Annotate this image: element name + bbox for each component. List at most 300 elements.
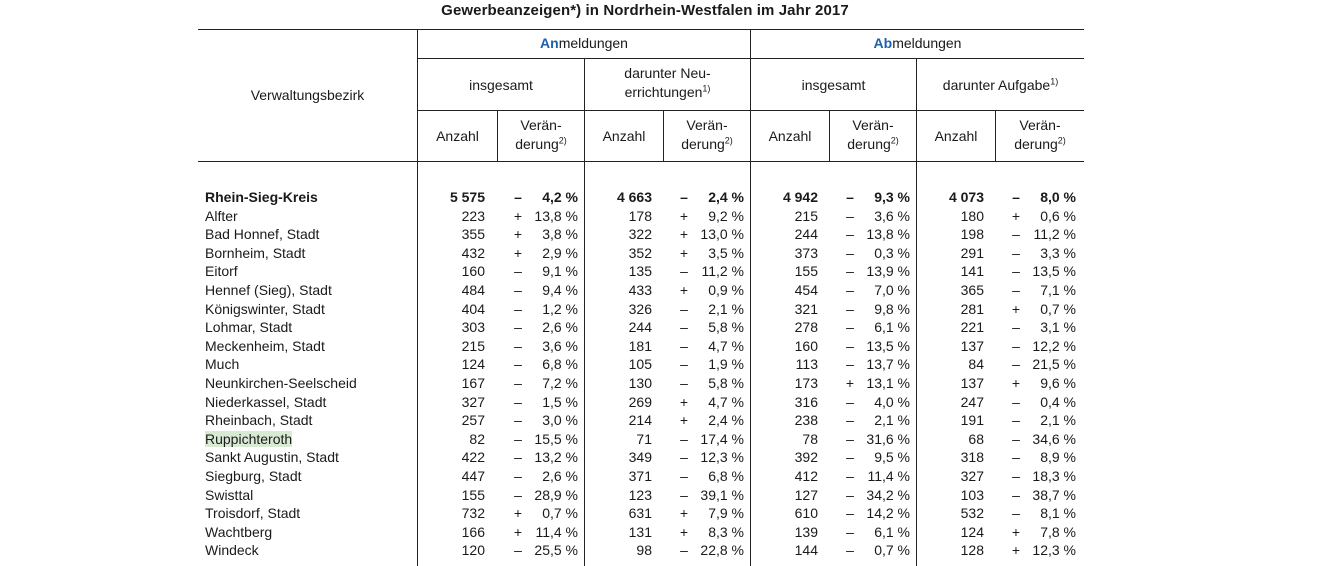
ab-sign-cell: – <box>846 468 854 484</box>
aufgabe-sign-cell: + <box>1011 207 1021 224</box>
district-name: Neunkirchen-Seelscheid <box>205 375 357 391</box>
neu-anzahl-cell: 71 <box>636 430 652 447</box>
ab-anzahl-cell: 144 <box>794 542 818 559</box>
aufgabe-veraenderung-cell: 7,1 % <box>1040 282 1076 298</box>
an-sign-cell: – <box>514 319 522 336</box>
aufgabe-anzahl-cell: 532 <box>960 505 984 522</box>
neu-anzahl-cell: 98 <box>636 542 652 559</box>
ab-sign-cell: – <box>846 244 854 261</box>
an-anzahl-cell: 327 <box>461 393 485 410</box>
aufgabe-veraenderung-cell: 2,1 % <box>1040 412 1076 429</box>
ab-anzahl-cell: 139 <box>794 523 818 540</box>
neu-veraenderung-cell: 13,0 % <box>700 226 744 243</box>
aufgabe-anzahl-cell: 221 <box>960 319 984 336</box>
neu-sign-cell: – <box>680 542 688 559</box>
an-veraenderung-cell: 1,5 % <box>542 393 578 410</box>
neu-anzahl-cell: 322 <box>628 226 652 243</box>
an-sign-cell: – <box>514 486 522 503</box>
header-bottom-rule <box>198 161 1084 162</box>
an-anzahl-cell: 422 <box>461 449 485 466</box>
ab-veraenderung-cell: 13,7 % <box>866 356 910 373</box>
neu-sign-cell: – <box>680 468 688 484</box>
aufgabe-sign-cell: – <box>1012 244 1020 261</box>
neu-anzahl-cell: 326 <box>628 300 652 317</box>
aufgabe-anzahl-cell: 191 <box>960 412 984 429</box>
ab-anzahl-cell: 113 <box>795 356 818 373</box>
an-sign-cell: + <box>513 505 523 522</box>
neu-veraenderung-cell: 12,3 % <box>700 449 744 466</box>
ab-anzahl-cell: 155 <box>794 263 818 280</box>
aufgabe-anzahl-cell: 68 <box>968 430 984 447</box>
ab-anzahl-cell: 160 <box>794 337 818 354</box>
ab-anzahl-cell: 373 <box>794 244 818 261</box>
an-veraenderung-cell: 2,9 % <box>542 244 578 261</box>
ab-veraenderung-cell: 9,8 % <box>874 300 910 317</box>
table-row <box>0 282 1320 300</box>
aufgabe-veraenderung-cell: 8,9 % <box>1040 449 1076 466</box>
table-row <box>0 338 1320 356</box>
ab-sign-cell: – <box>846 226 854 243</box>
ab-anzahl-cell: 4 942 <box>782 189 818 205</box>
neu-veraenderung-cell: 1,9 % <box>708 356 744 373</box>
table-row <box>0 319 1320 337</box>
table-row <box>0 263 1320 281</box>
district-name: Bornheim, Stadt <box>205 244 306 261</box>
ab-veraenderung-cell: 9,3 % <box>874 189 910 205</box>
an-insgesamt-header: insgesamt <box>469 77 533 93</box>
neu-sign-cell: + <box>679 244 689 261</box>
aufgabe-anzahl-cell: 281 <box>960 300 984 317</box>
ab-veraenderung-cell: 2,1 % <box>874 412 910 429</box>
an-veraenderung-cell: 9,4 % <box>542 282 578 298</box>
aufgabe-anzahl-cell: 128 <box>960 542 984 559</box>
anmeldungen-rest: meldungen <box>558 35 628 51</box>
neu-veraenderung-cell: 0,9 % <box>708 282 744 298</box>
an-sign-cell: – <box>514 468 522 484</box>
aufgabe-veraenderung-cell: 12,2 % <box>1032 337 1076 354</box>
aufgabe-anzahl-cell: 4 073 <box>948 189 984 205</box>
ab-anzahl-cell: 316 <box>794 393 818 410</box>
an-veraenderung-cell: 11,4 % <box>535 523 578 540</box>
table-row <box>0 487 1320 505</box>
an-veraenderung-cell: 4,2 % <box>542 189 578 205</box>
aufgabe-veraenderung-cell: 8,1 % <box>1040 505 1076 522</box>
neu-sign-cell: – <box>680 337 688 354</box>
district-header: Verwaltungsbezirk <box>250 87 365 103</box>
ab-veraenderung-cell: 0,3 % <box>874 244 910 261</box>
district-name: Rheinbach, Stadt <box>205 412 313 429</box>
neu-veraenderung-cell: 5,8 % <box>708 375 744 391</box>
an-anzahl-cell: 732 <box>461 505 485 522</box>
an-anzahl-cell: 160 <box>461 263 485 280</box>
an-anzahl-cell: 215 <box>461 337 485 354</box>
district-name: Ruppichteroth <box>205 430 293 447</box>
neu-sign-cell: + <box>679 226 689 243</box>
an-veraenderung-cell: 3,6 % <box>542 337 578 354</box>
an-anzahl-cell: 404 <box>461 300 485 317</box>
ab-veraenderung-cell: 3,6 % <box>874 207 910 224</box>
aufgabe-sign-cell: – <box>1012 393 1020 410</box>
neu-sign-cell: + <box>679 282 689 298</box>
neu-veraenderung-cell: 17,4 % <box>700 430 744 447</box>
neu-veraenderung-cell: 7,9 % <box>708 505 744 522</box>
ab-anzahl-cell: 127 <box>794 486 818 503</box>
neu-veraenderung-header: Verän- derung$^{2)}$ <box>681 117 733 152</box>
ab-sign-cell: – <box>846 542 854 559</box>
abmeldungen-rest: meldungen <box>892 35 962 51</box>
group-header-rule <box>418 58 1084 59</box>
aufgabe-veraenderung-cell: 8,0 % <box>1040 189 1076 205</box>
district-name: Hennef (Sieg), Stadt <box>205 282 332 298</box>
neu-anzahl-cell: 130 <box>628 375 652 391</box>
neu-veraenderung-cell: 2,1 % <box>708 300 744 317</box>
an-anzahl-cell: 167 <box>461 375 485 391</box>
aufgabe-veraenderung-cell: 0,4 % <box>1040 393 1076 410</box>
ab-sign-cell: – <box>846 207 854 224</box>
ab-sign-cell: – <box>846 393 854 410</box>
table-row <box>0 468 1320 486</box>
an-veraenderung-cell: 3,0 % <box>542 412 578 429</box>
aufgabe-sign-cell: – <box>1012 412 1020 429</box>
aufgabe-sign-cell: – <box>1012 319 1020 336</box>
aufgabe-anzahl-cell: 365 <box>960 282 984 298</box>
an-sign-cell: – <box>514 337 522 354</box>
neu-veraenderung-cell: 11,2 % <box>701 263 744 280</box>
an-sign-cell: – <box>514 393 522 410</box>
ab-anzahl-cell: 412 <box>794 468 818 484</box>
aufgabe-sign-cell: – <box>1012 226 1020 243</box>
neu-sign-cell: – <box>680 375 688 391</box>
neu-sign-cell: – <box>680 300 688 317</box>
table-row <box>0 226 1320 244</box>
ab-sign-cell: – <box>846 337 854 354</box>
neu-anzahl-cell: 105 <box>628 356 652 373</box>
neu-anzahl-cell: 371 <box>628 468 652 484</box>
ab-veraenderung-cell: 34,2 % <box>866 486 910 503</box>
an-anzahl-cell: 155 <box>461 486 485 503</box>
ab-anzahl-cell: 78 <box>802 430 818 447</box>
neu-veraenderung-cell: 22,8 % <box>700 542 744 559</box>
ab-sign-cell: – <box>846 486 854 503</box>
aufgabe-anzahl-cell: 84 <box>968 356 984 373</box>
an-sign-cell: – <box>514 542 522 559</box>
neu-anzahl-cell: 214 <box>628 412 652 429</box>
aufgabe-sign-cell: – <box>1012 505 1020 522</box>
an-anzahl-cell: 257 <box>461 412 485 429</box>
an-anzahl-cell: 484 <box>461 282 485 298</box>
ab-veraenderung-header: Verän- derung$^{2)}$ <box>847 117 899 152</box>
aufgabe-sign-cell: – <box>1012 486 1020 503</box>
neu-veraenderung-cell: 5,8 % <box>708 319 744 336</box>
district-name: Alfter <box>205 207 238 224</box>
ab-anzahl-cell: 244 <box>794 226 818 243</box>
ab-anzahl-cell: 321 <box>794 300 818 317</box>
ab-sign-cell: – <box>846 449 854 466</box>
aufgabe-anzahl-cell: 137 <box>960 375 984 391</box>
neu-veraenderung-cell: 4,7 % <box>708 337 744 354</box>
aufgabe-anzahl-cell: 180 <box>960 207 984 224</box>
neu-anzahl-cell: 269 <box>628 393 652 410</box>
neu-anzahl-cell: 123 <box>628 486 652 503</box>
table-row <box>0 375 1320 393</box>
neu-sign-cell: – <box>680 356 688 373</box>
neu-sign-cell: – <box>680 449 688 466</box>
an-veraenderung-cell: 0,7 % <box>542 505 578 522</box>
aufgabe-sign-cell: – <box>1012 263 1020 280</box>
ab-anzahl-header: Anzahl <box>768 128 812 144</box>
an-veraenderung-cell: 3,8 % <box>542 226 578 243</box>
aufgabe-veraenderung-cell: 7,8 % <box>1040 523 1076 540</box>
aufgabe-sign-cell: – <box>1012 337 1020 354</box>
aufgabe-sign-cell: + <box>1011 523 1021 540</box>
table-row <box>0 431 1320 449</box>
ab-veraenderung-cell: 31,6 % <box>866 430 910 447</box>
aufgabe-veraenderung-cell: 13,5 % <box>1032 263 1076 280</box>
aufgabe-veraenderung-cell: 0,7 % <box>1040 300 1076 317</box>
table-row <box>0 189 1320 207</box>
district-name: Königswinter, Stadt <box>205 300 325 317</box>
neu-anzahl-cell: 352 <box>628 244 652 261</box>
neu-veraenderung-cell: 9,2 % <box>708 207 744 224</box>
aufgabe-veraenderung-cell: 3,3 % <box>1040 244 1076 261</box>
district-name: Bad Honnef, Stadt <box>205 226 320 243</box>
district-name: Much <box>205 356 240 373</box>
aufgabe-sign-cell: – <box>1012 282 1020 298</box>
table-row <box>0 412 1320 430</box>
neu-sign-cell: – <box>680 319 688 336</box>
an-anzahl-cell: 355 <box>461 226 485 243</box>
ab-veraenderung-cell: 14,2 % <box>866 505 910 522</box>
aufgabe-sign-cell: – <box>1012 468 1020 484</box>
ab-sign-cell: + <box>845 375 855 391</box>
top-rule <box>198 29 1084 30</box>
ab-anzahl-cell: 610 <box>794 505 818 522</box>
neu-anzahl-cell: 4 663 <box>616 189 652 205</box>
neu-veraenderung-cell: 4,7 % <box>708 393 744 410</box>
an-veraenderung-cell: 6,8 % <box>542 356 578 373</box>
an-anzahl-cell: 5 575 <box>449 189 485 205</box>
neu-anzahl-cell: 349 <box>628 449 652 466</box>
neu-anzahl-header: Anzahl <box>602 128 646 144</box>
district-name: Niederkassel, Stadt <box>205 393 327 410</box>
neu-anzahl-cell: 181 <box>628 337 652 354</box>
an-anzahl-cell: 120 <box>461 542 485 559</box>
ab-anzahl-cell: 454 <box>794 282 818 298</box>
neu-sign-cell: + <box>679 412 689 429</box>
subgroup-header-rule <box>418 110 1084 111</box>
aufgabe-veraenderung-header: Verän- derung$^{2)}$ <box>1014 117 1066 152</box>
neu-veraenderung-cell: 3,5 % <box>708 244 744 261</box>
an-sign-cell: + <box>513 226 523 243</box>
ab-veraenderung-cell: 6,1 % <box>874 319 910 336</box>
an-sign-cell: – <box>514 412 522 429</box>
ab-sign-cell: – <box>846 282 854 298</box>
abmeldungen-prefix: Ab <box>873 35 893 51</box>
an-sign-cell: + <box>513 207 523 224</box>
an-sign-cell: – <box>514 375 522 391</box>
neu-veraenderung-cell: 39,1 % <box>700 486 744 503</box>
an-anzahl-cell: 166 <box>461 523 485 540</box>
aufgabe-anzahl-cell: 327 <box>960 468 984 484</box>
aufgabe-anzahl-cell: 198 <box>960 226 984 243</box>
ab-sign-cell: – <box>846 430 854 447</box>
district-name: Lohmar, Stadt <box>205 319 293 336</box>
district-name: Meckenheim, Stadt <box>205 337 325 354</box>
aufgabe-anzahl-cell: 318 <box>960 449 984 466</box>
an-sign-cell: – <box>514 356 522 373</box>
neu-anzahl-cell: 433 <box>628 282 652 298</box>
ab-veraenderung-cell: 9,5 % <box>874 449 910 466</box>
district-name: Rhein-Sieg-Kreis <box>205 189 318 205</box>
district-name: Eitorf <box>205 263 238 280</box>
an-anzahl-cell: 82 <box>469 430 485 447</box>
neu-sign-cell: + <box>679 523 689 540</box>
ab-sign-cell: – <box>846 412 854 429</box>
table-row <box>0 245 1320 263</box>
district-name: Swisttal <box>205 486 254 503</box>
neu-anzahl-cell: 244 <box>628 319 652 336</box>
an-sign-cell: – <box>514 300 522 317</box>
ab-veraenderung-cell: 0,7 % <box>874 542 910 559</box>
an-veraenderung-cell: 1,2 % <box>542 300 578 317</box>
aufgabe-anzahl-cell: 137 <box>960 337 984 354</box>
aufgabe-veraenderung-cell: 34,6 % <box>1032 430 1076 447</box>
an-anzahl-cell: 447 <box>461 468 485 484</box>
aufgabe-veraenderung-cell: 12,3 % <box>1032 542 1076 559</box>
ab-veraenderung-cell: 4,0 % <box>874 393 910 410</box>
aufgabe-sign-cell: – <box>1012 356 1020 373</box>
abmeldungen-header <box>751 34 1084 53</box>
anmeldungen-header <box>418 34 750 53</box>
table-row <box>0 301 1320 319</box>
an-veraenderung-cell: 28,9 % <box>534 486 578 503</box>
an-anzahl-cell: 432 <box>461 244 485 261</box>
aufgabe-anzahl-cell: 291 <box>960 244 984 261</box>
ab-sign-cell: – <box>846 505 854 522</box>
neu-sign-cell: + <box>679 207 689 224</box>
ab-veraenderung-cell: 13,9 % <box>866 263 910 280</box>
aufgabe-anzahl-cell: 124 <box>960 523 984 540</box>
an-veraenderung-cell: 2,6 % <box>542 468 578 484</box>
neu-sign-cell: + <box>679 505 689 522</box>
table-row <box>0 542 1320 560</box>
aufgabe-sign-cell: – <box>1012 449 1020 466</box>
aufgabe-veraenderung-cell: 38,7 % <box>1032 486 1076 503</box>
an-anzahl-cell: 303 <box>461 319 485 336</box>
an-sign-cell: – <box>514 263 522 280</box>
neu-sign-cell: + <box>679 393 689 410</box>
ab-veraenderung-cell: 13,5 % <box>866 337 910 354</box>
neu-veraenderung-cell: 6,8 % <box>708 468 744 484</box>
an-sign-cell: + <box>513 244 523 261</box>
aufgabe-veraenderung-cell: 18,3 % <box>1032 468 1076 484</box>
district-name: Sankt Augustin, Stadt <box>205 449 339 466</box>
an-anzahl-header: Anzahl <box>436 128 479 144</box>
aufgabe-veraenderung-cell: 11,2 % <box>1033 226 1076 243</box>
an-veraenderung-cell: 7,2 % <box>542 375 578 391</box>
an-veraenderung-header: Verän- derung$^{2)}$ <box>515 117 567 152</box>
an-veraenderung-cell: 15,5 % <box>534 430 578 447</box>
district-name: Windeck <box>205 542 259 559</box>
neu-sign-cell: – <box>680 430 688 447</box>
table-row <box>0 524 1320 542</box>
aufgabe-anzahl-cell: 247 <box>960 393 984 410</box>
ab-veraenderung-cell: 11,4 % <box>867 468 910 484</box>
neu-anzahl-cell: 631 <box>628 505 652 522</box>
neu-anzahl-cell: 178 <box>628 207 652 224</box>
neu-sign-cell: – <box>680 189 688 205</box>
an-anzahl-cell: 223 <box>461 207 485 224</box>
anmeldungen-prefix: An <box>540 35 559 51</box>
aufgabe-veraenderung-cell: 21,5 % <box>1032 356 1076 373</box>
an-neuerrichtungen-header <box>585 64 750 102</box>
neu-line1: darunter Neu- <box>624 65 711 81</box>
neu-anzahl-cell: 131 <box>628 523 652 540</box>
aufgabe-sign-cell: – <box>1012 189 1020 205</box>
neu-veraenderung-cell: 2,4 % <box>708 189 744 205</box>
ab-veraenderung-cell: 13,1 % <box>866 375 910 391</box>
neu-anzahl-cell: 135 <box>628 263 652 280</box>
aufgabe-veraenderung-cell: 9,6 % <box>1040 375 1076 391</box>
district-name: Wachtberg <box>205 523 273 540</box>
an-veraenderung-cell: 13,8 % <box>534 207 578 224</box>
ab-sign-cell: – <box>846 263 854 280</box>
table-row <box>0 449 1320 467</box>
an-veraenderung-cell: 13,2 % <box>534 449 578 466</box>
aufgabe-sign-cell: + <box>1011 375 1021 391</box>
ab-veraenderung-cell: 13,8 % <box>866 226 910 243</box>
table-row <box>0 208 1320 226</box>
table-title: Gewerbeanzeigen*) in Nordrhein-Westfalen im Jahr 2017 <box>441 2 849 19</box>
an-veraenderung-cell: 25,5 % <box>534 542 578 559</box>
neu-sign-cell: – <box>680 263 688 280</box>
neu-line2: errichtungen$^{1)}$ <box>624 83 711 100</box>
ab-insgesamt-header: insgesamt <box>801 77 866 93</box>
an-sign-cell: – <box>514 449 522 466</box>
ab-anzahl-cell: 173 <box>794 375 818 391</box>
an-veraenderung-cell: 2,6 % <box>542 319 578 336</box>
ab-sign-cell: – <box>846 523 854 540</box>
an-sign-cell: – <box>514 430 522 447</box>
table-row <box>0 505 1320 523</box>
aufgabe-veraenderung-cell: 3,1 % <box>1040 319 1076 336</box>
an-sign-cell: – <box>514 282 522 298</box>
neu-veraenderung-cell: 2,4 % <box>708 412 744 429</box>
aufgabe-anzahl-cell: 141 <box>960 263 984 280</box>
ab-veraenderung-cell: 7,0 % <box>874 282 910 298</box>
aufgabe-sign-cell: + <box>1011 300 1021 317</box>
ab-anzahl-cell: 278 <box>794 319 818 336</box>
aufgabe-sign-cell: – <box>1012 430 1020 447</box>
ab-anzahl-cell: 238 <box>794 412 818 429</box>
ab-sign-cell: – <box>846 300 854 317</box>
ab-anzahl-cell: 392 <box>794 449 818 466</box>
neu-veraenderung-cell: 8,3 % <box>708 523 744 540</box>
aufgabe-anzahl-header: Anzahl <box>934 128 978 144</box>
ab-anzahl-cell: 215 <box>794 207 818 224</box>
an-sign-cell: + <box>513 523 523 540</box>
aufgabe-sign-cell: + <box>1011 542 1021 559</box>
district-name: Siegburg, Stadt <box>205 468 302 484</box>
table-row <box>0 356 1320 374</box>
neu-sign-cell: – <box>680 486 688 503</box>
ab-sign-cell: – <box>846 356 854 373</box>
an-sign-cell: – <box>514 189 522 205</box>
ab-sign-cell: – <box>846 189 854 205</box>
aufgabe-veraenderung-cell: 0,6 % <box>1040 207 1076 224</box>
ab-veraenderung-cell: 6,1 % <box>874 523 910 540</box>
an-veraenderung-cell: 9,1 % <box>542 263 578 280</box>
